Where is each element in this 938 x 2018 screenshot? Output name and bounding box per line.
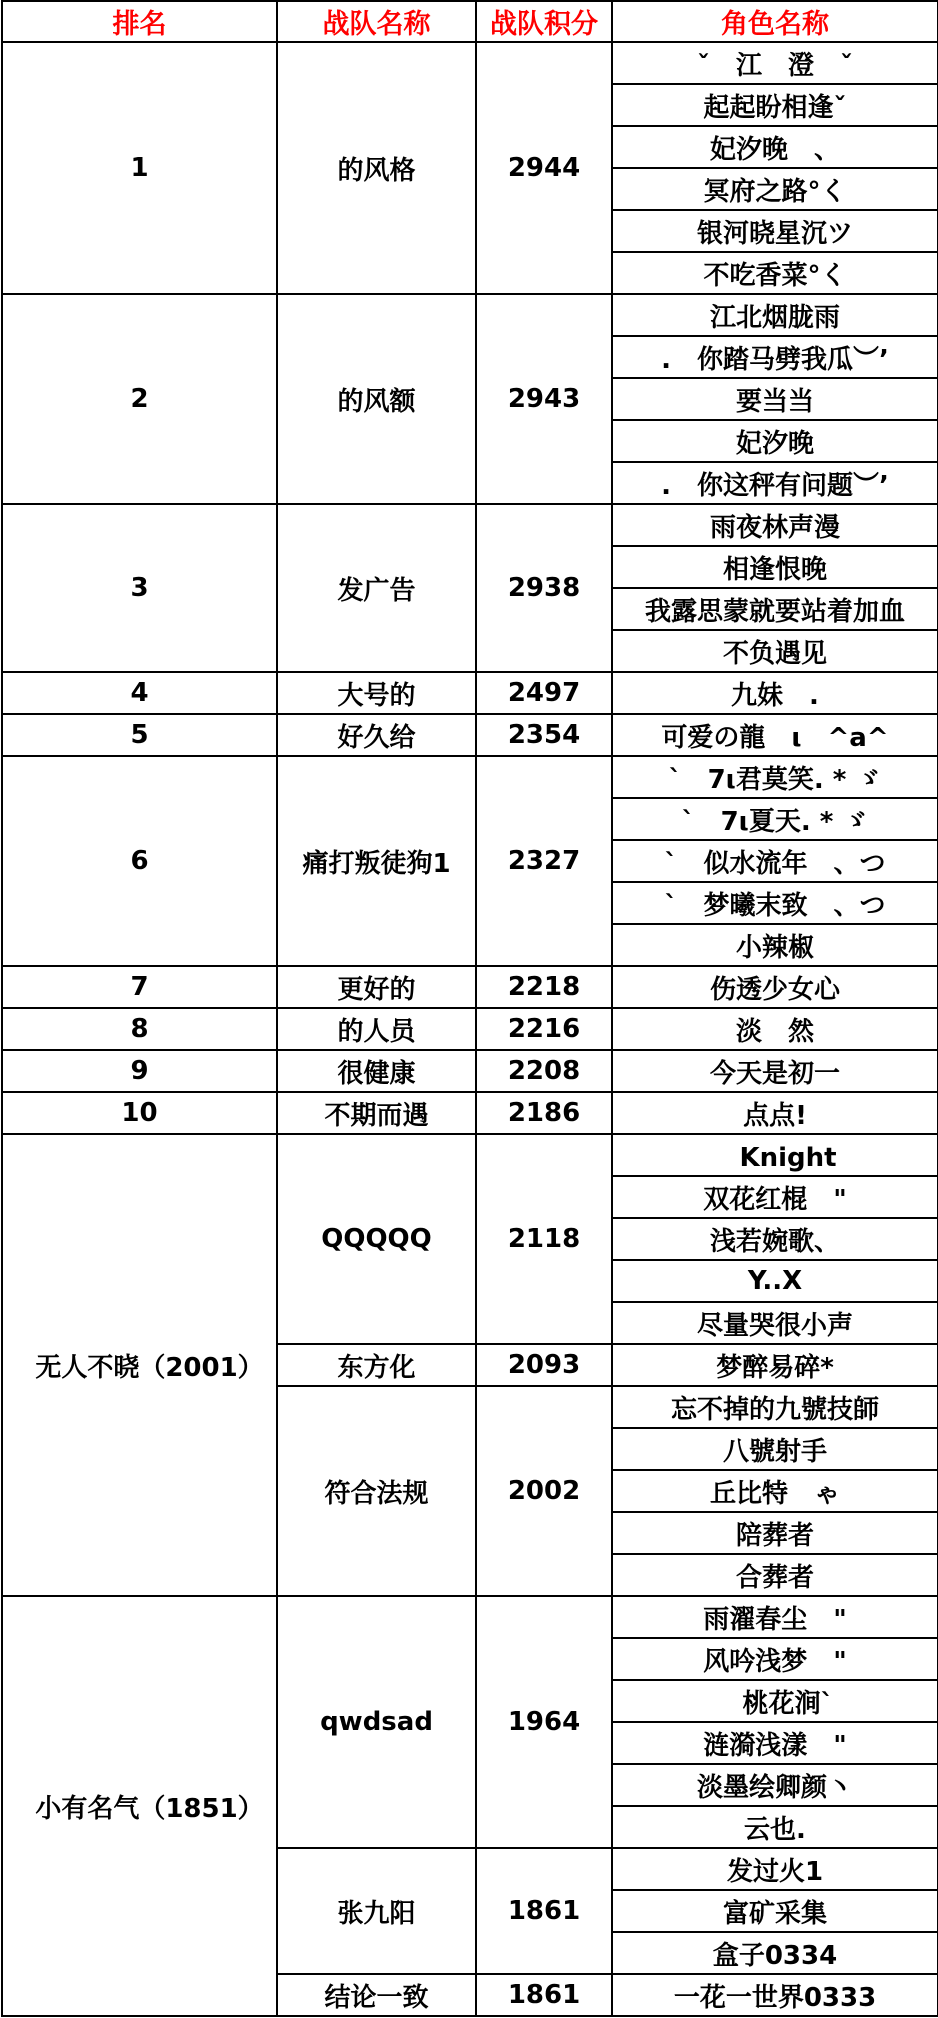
role-name-cell: 浅若婉歌、 [612,1218,938,1260]
role-name-cell: 不吃香菜°く [612,252,938,294]
table-row [2,1596,938,1638]
team-score-cell: 2186 [476,1092,612,1134]
team-name-cell: 不期而遇 [277,1092,476,1134]
role-name-cell: 淡 然 [612,1008,938,1050]
team-name-cell: 的风额 [277,294,476,504]
role-name-cell: 富矿采集 [612,1890,938,1932]
rank-cell: 6 [2,756,277,966]
team-score-cell: 2944 [476,42,612,294]
team-name-cell: 张九阳 [277,1848,476,1974]
team-score-cell: 2216 [476,1008,612,1050]
rank-cell: 8 [2,1008,277,1050]
team-name-cell: 更好的 [277,966,476,1008]
table-row [2,966,938,1008]
team-name-cell: qwdsad [277,1596,476,1848]
team-score-cell: 1861 [476,1974,612,2016]
role-name-cell: 一花一世界0333 [612,1974,938,2016]
table-row [2,42,938,84]
header-role-name: 角色名称 [612,1,938,42]
role-name-cell: ˋ 7ι夏天. * ゞ [612,798,938,840]
team-score-cell: 2327 [476,756,612,966]
role-name-cell: 要当当 [612,378,938,420]
team-name-cell: 痛打叛徒狗1 [277,756,476,966]
role-name-cell: 忘不掉的九號技師 [612,1386,938,1428]
role-name-cell: 梦醉易碎* [612,1344,938,1386]
role-name-cell: 桃花涧ˋ [612,1680,938,1722]
role-name-cell: 九妹 . [612,672,938,714]
table-row [2,1134,938,1176]
team-score-cell: 2002 [476,1386,612,1596]
role-name-cell: 发过火1 [612,1848,938,1890]
header-team-name: 战队名称 [277,1,476,42]
role-name-cell: 小辣椒 [612,924,938,966]
team-name-cell: 好久给 [277,714,476,756]
team-name-cell: 的人员 [277,1008,476,1050]
role-name-cell: 江北烟胧雨 [612,294,938,336]
role-name-cell: 盒子0334 [612,1932,938,1974]
role-name-cell: 淡墨绘卿颜丶 [612,1764,938,1806]
role-name-cell: 相逢恨晚 [612,546,938,588]
table-row [2,714,938,756]
role-name-cell: 风吟浅梦 " [612,1638,938,1680]
role-name-cell: ` 似水流年 、つ [612,840,938,882]
team-score-cell: 1861 [476,1848,612,1974]
team-score-cell: 2218 [476,966,612,1008]
role-name-cell: 银河晓星沉ツ [612,210,938,252]
rank-cell: 9 [2,1050,277,1092]
role-name-cell: 妃汐晚 、 [612,126,938,168]
role-name-cell: 陪葬者 [612,1512,938,1554]
team-name-cell: 很健康 [277,1050,476,1092]
rank-cell: 5 [2,714,277,756]
role-name-cell: . 你踏马劈我瓜︶’ [612,336,938,378]
role-name-cell: ˋ 7ι君莫笑. * ゞ [612,756,938,798]
table-row [2,1050,938,1092]
role-name-cell: 起起盼相逢ˇ [612,84,938,126]
team-name-cell: 东方化 [277,1344,476,1386]
rank-cell: 小有名气（1851） [2,1596,277,2016]
role-name-cell: 八號射手 [612,1428,938,1470]
ranking-body [2,42,938,2016]
table-row [2,1092,938,1134]
role-name-cell: 可爱の龍 ι ^a^ [612,714,938,756]
role-name-cell: 伤透少女心 [612,966,938,1008]
role-name-cell: 雨濯春尘 " [612,1596,938,1638]
table-row [2,504,938,546]
table-row [2,294,938,336]
rank-cell: 1 [2,42,277,294]
role-name-cell: Y..X [612,1260,938,1302]
role-name-cell: 合葬者 [612,1554,938,1596]
rank-cell: 无人不晓（2001） [2,1134,277,1596]
role-name-cell: 云也. [612,1806,938,1848]
team-score-cell: 1964 [476,1596,612,1848]
rank-cell: 3 [2,504,277,672]
role-name-cell: ` 梦曦末致 、つ [612,882,938,924]
role-name-cell: 点点! [612,1092,938,1134]
team-name-cell: 发广告 [277,504,476,672]
role-name-cell: ˇ 江 澄 ˇ [612,42,938,84]
team-name-cell: 结论一致 [277,1974,476,2016]
table-row [2,672,938,714]
rank-cell: 10 [2,1092,277,1134]
role-name-cell: 尽量哭很小声 [612,1302,938,1344]
team-name-cell: 大号的 [277,672,476,714]
rank-cell: 7 [2,966,277,1008]
header-rank: 排名 [2,1,277,42]
team-name-cell: 符合法规 [277,1386,476,1596]
header-team-score: 战队积分 [476,1,612,42]
table-row [2,756,938,798]
role-name-cell: 雨夜林声漫 [612,504,938,546]
table-row [2,1008,938,1050]
team-score-cell: 2497 [476,672,612,714]
role-name-cell: 丘比特 ゃ [612,1470,938,1512]
team-score-cell: 2093 [476,1344,612,1386]
ranking-table [1,0,938,2017]
team-score-cell: 2208 [476,1050,612,1092]
team-score-cell: 2354 [476,714,612,756]
role-name-cell: 妃汐晚 [612,420,938,462]
team-score-cell: 2943 [476,294,612,504]
rank-cell: 4 [2,672,277,714]
role-name-cell: 双花红棍 " [612,1176,938,1218]
header-row [2,1,938,42]
role-name-cell: Knight [612,1134,938,1176]
team-name-cell: 的风格 [277,42,476,294]
role-name-cell: 我露思蒙就要站着加血 [612,588,938,630]
role-name-cell: . 你这秤有问题︶’ [612,462,938,504]
team-score-cell: 2118 [476,1134,612,1344]
role-name-cell: 冥府之路°く [612,168,938,210]
role-name-cell: 涟漪浅漾 " [612,1722,938,1764]
role-name-cell: 不负遇见 [612,630,938,672]
team-name-cell: QQQQQ [277,1134,476,1344]
team-score-cell: 2938 [476,504,612,672]
rank-cell: 2 [2,294,277,504]
role-name-cell: 今天是初一 [612,1050,938,1092]
